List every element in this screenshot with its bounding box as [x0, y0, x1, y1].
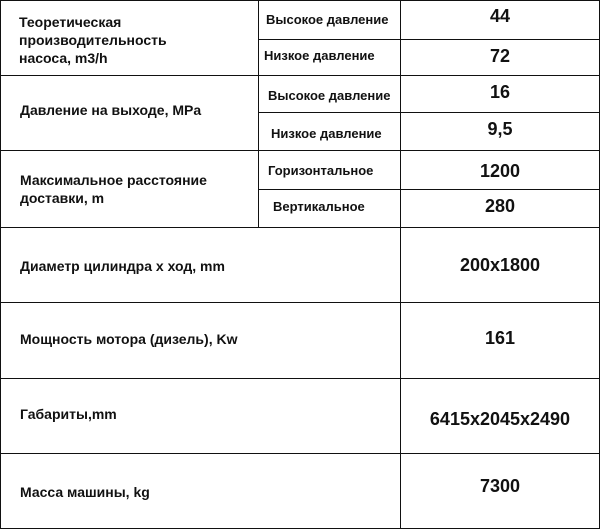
sub-label: Горизонтальное	[268, 163, 374, 178]
row-divider	[258, 189, 600, 190]
sub-label: Высокое давление	[266, 12, 389, 27]
row-label-line: Давление на выходе, MPa	[20, 102, 202, 118]
row-label	[19, 13, 167, 67]
column-divider	[258, 0, 259, 227]
value-cell: 44	[489, 6, 511, 26]
row-label-line: Теоретическая	[19, 14, 122, 30]
row-divider	[0, 75, 600, 76]
row-label-line: Максимальное расстояние	[20, 172, 207, 188]
row-divider	[258, 39, 600, 40]
table-border	[0, 0, 600, 1]
sub-label: Вертикальное	[273, 199, 365, 214]
value-cell: 161	[484, 328, 516, 348]
sub-label: Низкое давление	[271, 126, 382, 141]
value-cell: 72	[489, 46, 511, 66]
row-divider	[0, 453, 600, 454]
value-cell: 6415x2045x2490	[429, 409, 571, 429]
row-label	[20, 101, 201, 119]
value-cell: 200x1800	[459, 255, 541, 275]
value-cell: 280	[484, 196, 516, 216]
table-border	[0, 0, 1, 529]
row-label: Диаметр цилиндра x ход, mm	[20, 258, 225, 274]
row-label: Масса машины, kg	[20, 484, 150, 500]
row-label-line: доставки, m	[20, 190, 105, 206]
row-label-line: насоса, m3/h	[19, 50, 108, 66]
sub-label: Низкое давление	[264, 48, 375, 63]
value-cell: 7300	[479, 476, 521, 496]
row-label	[20, 171, 207, 207]
row-divider	[0, 302, 600, 303]
row-divider	[0, 227, 600, 228]
sub-label: Высокое давление	[268, 88, 391, 103]
value-cell: 9,5	[487, 119, 513, 139]
row-divider	[258, 112, 600, 113]
row-label: Габариты,mm	[20, 406, 117, 422]
value-cell: 16	[489, 82, 511, 102]
row-divider	[0, 378, 600, 379]
row-label-line: производительность	[19, 32, 167, 48]
row-divider	[0, 150, 600, 151]
row-label: Мощность мотора (дизель), Kw	[20, 331, 238, 347]
value-cell: 1200	[479, 161, 521, 181]
